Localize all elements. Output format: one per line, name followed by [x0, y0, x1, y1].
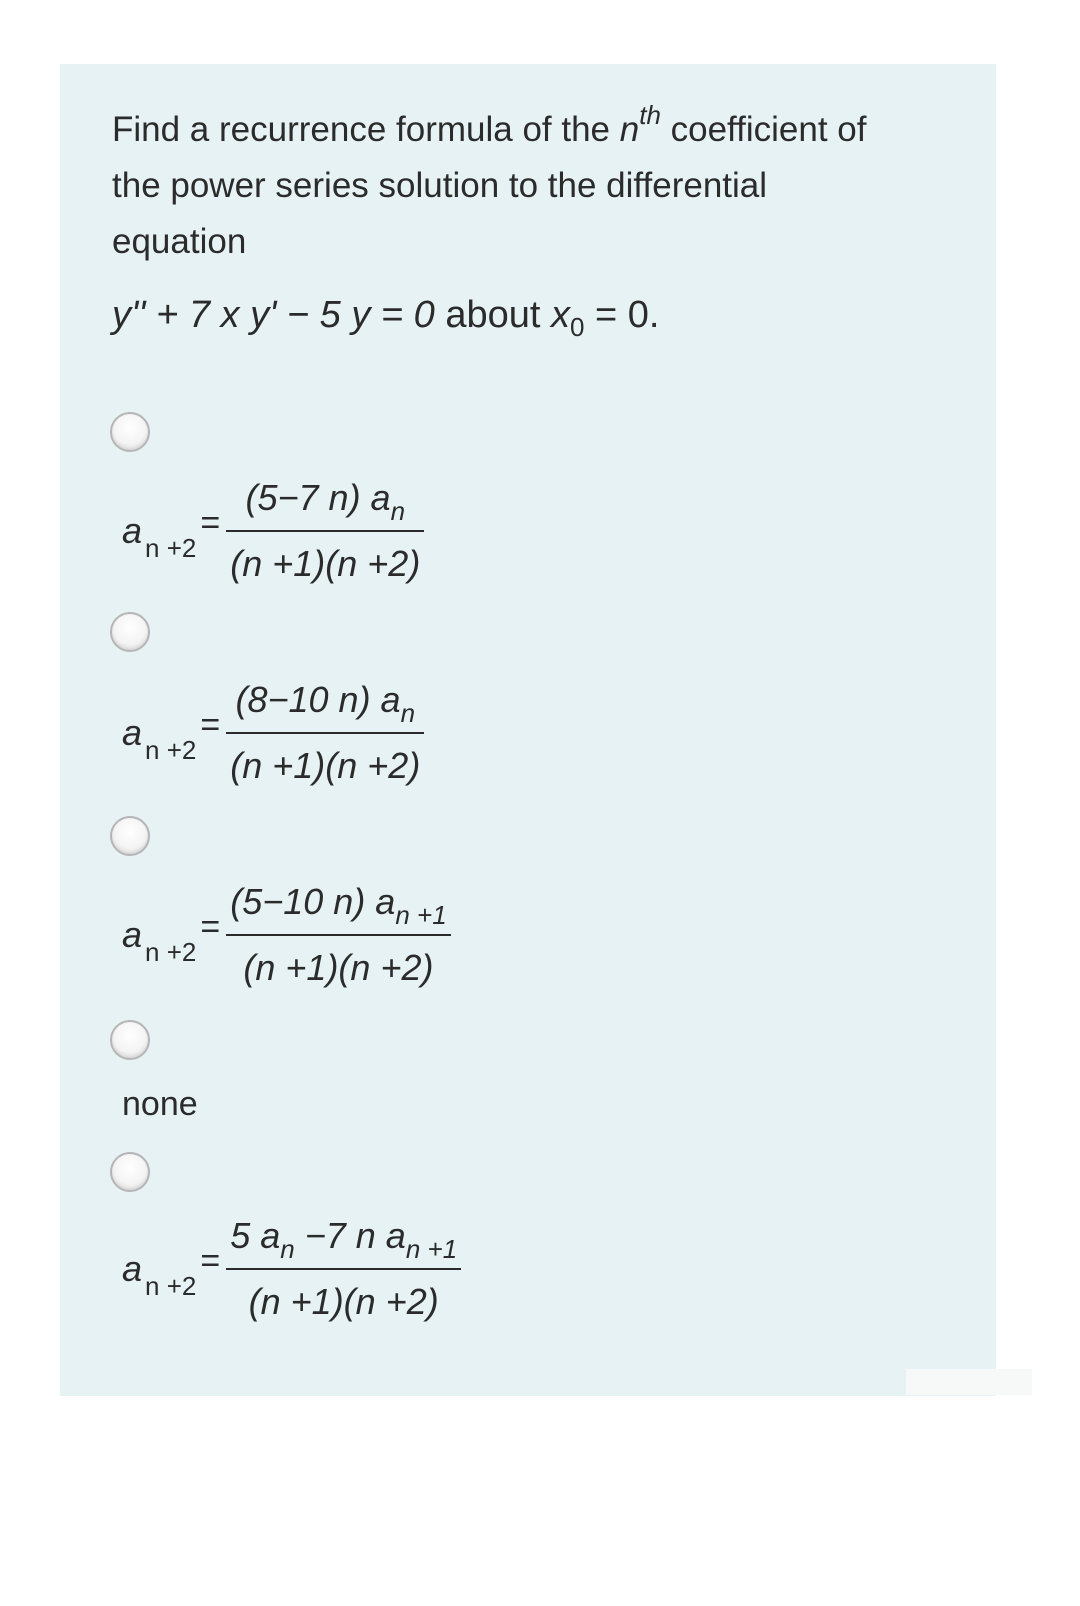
option-3-equals: = [200, 907, 221, 946]
option-3-numerator: (5−10 n) $a_{n +1}$ [230, 881, 447, 930]
question-line-2: the power series solution to the differential [112, 166, 768, 205]
option-3-fraction [226, 876, 450, 994]
option-1-formula[interactable] [122, 472, 424, 590]
option-2-radio[interactable] [110, 612, 150, 652]
option-1-radio[interactable] [110, 412, 150, 452]
option-1-fraction [226, 472, 424, 590]
option-4-radio[interactable] [110, 1020, 150, 1060]
option-5-numerator: 5 $a_n -7$ n $a_{n +1}$ [230, 1215, 458, 1264]
option-2-equals: = [200, 705, 221, 744]
question-th: th [639, 100, 661, 131]
option-5-radio[interactable] [110, 1152, 150, 1192]
option-2-formula[interactable] [122, 674, 424, 792]
differential-equation: y'' + 7 x y' − 5 y = 0 about $x_0 = 0$. [112, 294, 660, 342]
option-4-label[interactable]: none [122, 1085, 198, 1123]
page-corner-patch [906, 1369, 1032, 1395]
option-1-numerator: (5−7 n) $a_n$ [245, 477, 406, 526]
question-text [112, 102, 972, 270]
option-5-equals: = [200, 1241, 221, 1280]
option-3-radio[interactable] [110, 816, 150, 856]
question-card [60, 64, 996, 1396]
question-line-1: Find a recurrence formula of the $n^{th}$ coefficient of [112, 100, 867, 149]
option-3-lhs: a n +2 [122, 914, 197, 967]
option-1-equals: = [200, 503, 221, 542]
option-2-denominator: (n +1)(n +2) [230, 745, 421, 786]
option-2-numerator: (8−10 n) $a_n$ [235, 679, 416, 728]
option-2-lhs: a n +2 [122, 712, 197, 765]
option-2-fraction [226, 674, 424, 792]
question-line-3: equation [112, 222, 247, 261]
option-5-lhs: a n +2 [122, 1248, 197, 1301]
option-1-lhs: a n +2 [122, 510, 197, 563]
option-3-denominator: (n +1)(n +2) [243, 947, 434, 988]
option-5-fraction [226, 1210, 461, 1328]
option-5-denominator: (n +1)(n +2) [248, 1281, 439, 1322]
option-1-denominator: (n +1)(n +2) [230, 543, 421, 584]
option-3-formula[interactable] [122, 876, 451, 994]
question-n: n [619, 110, 640, 149]
option-5-formula[interactable] [122, 1210, 461, 1328]
